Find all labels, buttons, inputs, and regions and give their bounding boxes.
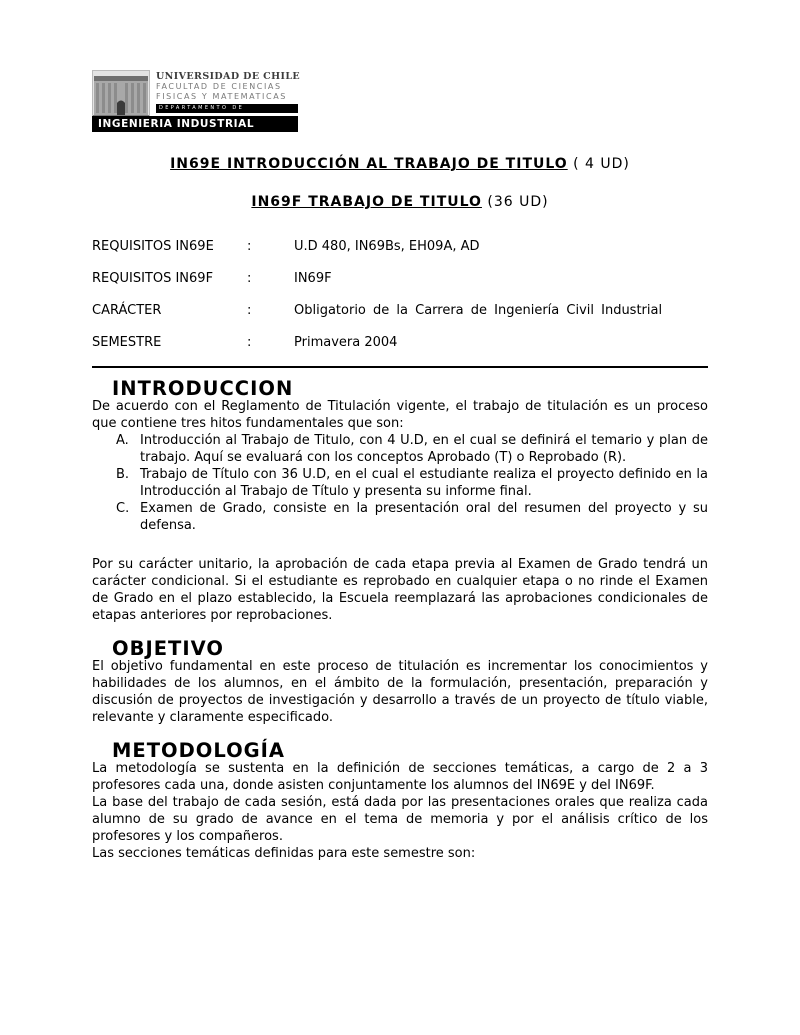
requisite-label: REQUISITOS IN69F <box>92 271 214 286</box>
introduccion-closing-paragraph: Por su carácter unitario, la aprobación de cada etapa previa al Examen de Grado tendrá un carácter condicional. Si el estudiante es reprobado en cualquier etapa o no rinde el Examen de Grado en el plazo establecido, la Escuela reemplazará las aprobaciones condicionales de etapas anteriores por reprobaciones. <box>92 557 708 623</box>
horizontal-divider <box>92 366 708 368</box>
requisite-value: U.D 480, IN69Bs, EH09A, AD <box>294 239 480 254</box>
university-name: UNIVERSIDAD DE CHILE <box>156 71 301 82</box>
requisite-row-caracter <box>92 302 708 319</box>
requisites-block <box>92 238 708 351</box>
section-heading-objetivo: OBJETIVO <box>112 637 224 660</box>
faculty-name-line1: FACULTAD DE CIENCIAS <box>156 82 282 91</box>
list-item-text: Trabajo de Título con 36 U.D, en el cual el estudiante realiza el proyecto definido en la Introducción al Trabajo de Título y presenta su informe final. <box>140 467 708 499</box>
requisite-value: IN69F <box>294 271 332 286</box>
building-illustration <box>93 71 149 121</box>
requisite-separator: : <box>247 239 252 254</box>
requisite-label: SEMESTRE <box>92 335 162 350</box>
requisite-separator: : <box>247 335 252 350</box>
course-title-in69f-credits: (36 UD) <box>481 194 549 210</box>
metodologia-paragraph-3: Las secciones temáticas definidas para este semestre son: <box>92 846 476 861</box>
list-item-a <box>116 432 708 466</box>
requisite-row-semestre <box>92 334 708 351</box>
list-item-text: Introducción al Trabajo de Titulo, con 4 U.D, en el cual se definirá el temario y plan de trabajo. Aquí se evaluará con los conceptos Aprobado (T) o Reprobado (R). <box>140 433 708 465</box>
metodologia-paragraph-1: La metodología se sustenta en la definición de secciones temáticas, a cargo de 2 a 3 profesores cada una, donde asisten conjuntamente los alumnos del IN69E y del IN69F. <box>92 761 708 793</box>
requisite-separator: : <box>247 303 252 318</box>
university-logo <box>90 68 301 132</box>
section-heading-metodologia: METODOLOGÍA <box>112 739 286 762</box>
list-marker: C. <box>116 501 130 516</box>
department-label-small: DEPARTAMENTO DE <box>156 104 298 113</box>
list-marker: A. <box>116 433 129 448</box>
requisite-label: CARÁCTER <box>92 303 162 318</box>
course-title-in69e-credits: ( 4 UD) <box>567 156 630 172</box>
list-item-text: Examen de Grado, consiste en la presentación oral del resumen del proyecto y su defensa. <box>140 501 708 533</box>
metodologia-paragraph-2: La base del trabajo de cada sesión, está dada por las presentaciones orales que realiza cada alumno de su grado de avance en el tema de memoria y por el análisis crítico de los profesores y los compañeros. <box>92 795 708 844</box>
course-title-in69e-main: IN69E INTRODUCCIÓN AL TRABAJO DE TITULO <box>170 156 568 172</box>
course-title-in69f <box>92 194 708 210</box>
requisite-label: REQUISITOS IN69E <box>92 239 214 254</box>
section-heading-introduccion: INTRODUCCION <box>112 377 294 400</box>
list-item-c <box>116 500 708 534</box>
requisite-row-in69f <box>92 270 708 287</box>
course-title-in69e <box>92 156 708 172</box>
requisite-separator: : <box>247 271 252 286</box>
list-item-b <box>116 466 708 500</box>
requisite-value: Primavera 2004 <box>294 335 398 350</box>
list-marker: B. <box>116 467 130 482</box>
requisite-value: Obligatorio de la Carrera de Ingeniería Civil Industrial <box>294 303 663 318</box>
course-title-in69f-main: IN69F TRABAJO DE TITULO <box>251 194 482 210</box>
introduccion-intro-paragraph: De acuerdo con el Reglamento de Titulación vigente, el trabajo de titulación es un proceso que contiene tres hitos fundamentales que son: <box>92 399 708 431</box>
objetivo-paragraph: El objetivo fundamental en este proceso de titulación es incrementar los conocimientos y habilidades de los alumnos, en el ámbito de la formulación, presentación, preparación y discusión de proyectos de investigación y desarrollo a través de un proyecto de título viable, relevante y claramente especificado. <box>92 659 708 725</box>
department-name-banner: INGENIERIA INDUSTRIAL <box>92 116 298 132</box>
requisite-row-in69e <box>92 238 708 255</box>
university-building-image <box>92 70 150 122</box>
faculty-name-line2: FISICAS Y MATEMATICAS <box>156 92 287 101</box>
hitos-list <box>116 432 708 534</box>
logo-text-block <box>156 71 301 113</box>
